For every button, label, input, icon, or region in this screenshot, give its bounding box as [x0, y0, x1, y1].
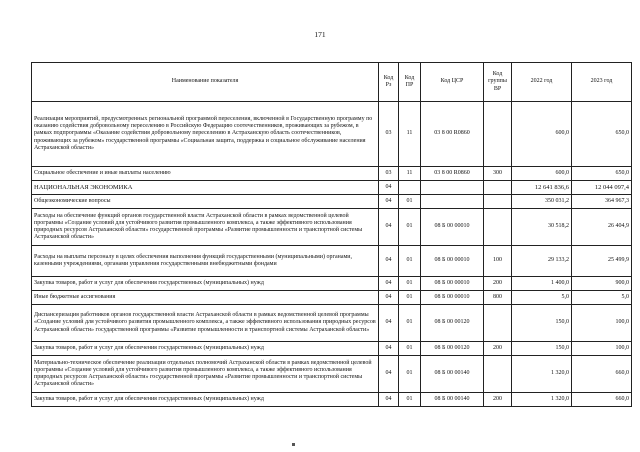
- cell-rz: 04: [379, 305, 399, 342]
- cell-csr: 03 8 00 R0860: [421, 102, 484, 167]
- cell-vr: 800: [484, 291, 512, 305]
- cell-vr: 200: [484, 342, 512, 356]
- cell-y2022: 1 320,0: [512, 393, 572, 407]
- budget-table: [31, 62, 632, 407]
- cell-csr: [421, 181, 484, 195]
- cell-vr: [484, 305, 512, 342]
- cell-y2022: 600,0: [512, 102, 572, 167]
- cell-pr: 01: [399, 277, 421, 291]
- scan-dot: [292, 443, 295, 446]
- cell-name: Расходы на обеспечение функций органов государственной власти Астраханской области в рамках ведомственной целевой программы «Создание условий для устойчивого развития промышленного комплекса, а также эффективного использования природных ресурсов Астраханской области» государственной программы «Развитие промышленности и транспортной системы Астраханской области»: [32, 209, 379, 246]
- cell-vr: 200: [484, 277, 512, 291]
- cell-vr: [484, 195, 512, 209]
- cell-pr: 01: [399, 195, 421, 209]
- cell-y2023: 5,0: [572, 291, 632, 305]
- cell-y2022: 150,0: [512, 305, 572, 342]
- cell-y2023: 100,0: [572, 305, 632, 342]
- cell-name: Закупка товаров, работ и услуг для обеспечения государственных (муниципальных) нужд: [32, 342, 379, 356]
- table-row: [32, 246, 632, 277]
- cell-pr: 01: [399, 356, 421, 393]
- table-row: [32, 342, 632, 356]
- cell-y2022: 5,0: [512, 291, 572, 305]
- cell-y2022: 1 320,0: [512, 356, 572, 393]
- cell-vr: 100: [484, 246, 512, 277]
- cell-y2023: 25 499,9: [572, 246, 632, 277]
- cell-name: Социальное обеспечение и иные выплаты населению: [32, 167, 379, 181]
- cell-vr: [484, 209, 512, 246]
- table-row: [32, 305, 632, 342]
- cell-name: Закупка товаров, работ и услуг для обеспечения государственных (муниципальных) нужд: [32, 277, 379, 291]
- header-2022: 2022 год: [512, 63, 572, 102]
- cell-csr: 08 Б 00 00120: [421, 342, 484, 356]
- table-row: [32, 181, 632, 195]
- header-rz: Код Рз: [379, 63, 399, 102]
- cell-y2022: 150,0: [512, 342, 572, 356]
- table-row: [32, 291, 632, 305]
- cell-name: Материально-техническое обеспечение реализации отдельных полномочий Астраханской области в рамках ведомственной целевой программы «Создание условий для устойчивого развития промышленного комплекса, а также эффективного использования природных ресурсов Астраханской области» государственной программы «Развитие промышленности и транспортной системы Астраханской области»: [32, 356, 379, 393]
- cell-y2023: 364 967,3: [572, 195, 632, 209]
- cell-pr: 11: [399, 102, 421, 167]
- cell-y2022: 29 133,2: [512, 246, 572, 277]
- cell-rz: 04: [379, 181, 399, 195]
- cell-pr: 11: [399, 167, 421, 181]
- cell-rz: 04: [379, 342, 399, 356]
- cell-csr: 08 Б 00 00010: [421, 277, 484, 291]
- cell-pr: 01: [399, 209, 421, 246]
- cell-name: Диспансеризация работников органов государственной власти Астраханской области в рамках ведомственной целевой программы «Создание условий для устойчивого развития промышленного комплекса, а также эффективного использования природных ресурсов Астраханской области» государственной программы «Развитие промышленности и транспортной системы Астраханской области»: [32, 305, 379, 342]
- cell-y2022: 12 641 836,6: [512, 181, 572, 195]
- table-header-row: [32, 63, 632, 102]
- table-row: [32, 277, 632, 291]
- cell-pr: 01: [399, 291, 421, 305]
- cell-vr: 200: [484, 393, 512, 407]
- cell-rz: 04: [379, 246, 399, 277]
- table-row: [32, 393, 632, 407]
- cell-y2023: 900,0: [572, 277, 632, 291]
- cell-rz: 04: [379, 195, 399, 209]
- cell-name: Иные бюджетные ассигнования: [32, 291, 379, 305]
- cell-y2023: 650,0: [572, 102, 632, 167]
- cell-pr: 01: [399, 342, 421, 356]
- cell-csr: 03 8 00 R0860: [421, 167, 484, 181]
- table-row: [32, 102, 632, 167]
- cell-rz: 03: [379, 102, 399, 167]
- table-row: [32, 195, 632, 209]
- cell-csr: 08 Б 00 00140: [421, 356, 484, 393]
- cell-pr: 01: [399, 305, 421, 342]
- cell-y2022: 600,0: [512, 167, 572, 181]
- cell-csr: 08 Б 00 00140: [421, 393, 484, 407]
- cell-y2023: 650,0: [572, 167, 632, 181]
- cell-vr: 300: [484, 167, 512, 181]
- cell-name: Общеэкономические вопросы: [32, 195, 379, 209]
- header-vr: Код группы ВР: [484, 63, 512, 102]
- cell-name: Расходы на выплаты персоналу в целях обеспечения выполнения функций государственными (муниципальными) органами, казенными учреждениями, органами управления государственными внебюджетными фондами: [32, 246, 379, 277]
- cell-name: Реализация мероприятий, предусмотренных региональной программой переселения, включенной в Государственную программу по оказанию содействия добровольному переселению в Российскую Федерацию соотечественников, проживающих за рубежом, в рамках подпрограммы «Оказание содействия добровольному переселению в Астраханскую область соотечественников, проживающих за рубежом» государственной программы «Социальная защита, поддержка и социальное обслуживание населения Астраханской области»: [32, 102, 379, 167]
- cell-y2022: 1 400,0: [512, 277, 572, 291]
- cell-rz: 04: [379, 277, 399, 291]
- cell-csr: 08 Б 00 00010: [421, 209, 484, 246]
- header-name: Наименование показателя: [32, 63, 379, 102]
- table-body: [32, 102, 632, 407]
- table-row: [32, 209, 632, 246]
- cell-name: НАЦИОНАЛЬНАЯ ЭКОНОМИКА: [32, 181, 379, 195]
- cell-csr: [421, 195, 484, 209]
- cell-vr: [484, 356, 512, 393]
- table-row: [32, 356, 632, 393]
- cell-rz: 04: [379, 209, 399, 246]
- cell-y2023: 660,0: [572, 393, 632, 407]
- cell-rz: 04: [379, 356, 399, 393]
- cell-y2022: 30 518,2: [512, 209, 572, 246]
- cell-rz: 03: [379, 167, 399, 181]
- cell-pr: 01: [399, 246, 421, 277]
- cell-name: Закупка товаров, работ и услуг для обеспечения государственных (муниципальных) нужд: [32, 393, 379, 407]
- cell-vr: [484, 102, 512, 167]
- cell-y2023: 660,0: [572, 356, 632, 393]
- page-number: 171: [314, 30, 326, 39]
- table-row: [32, 167, 632, 181]
- cell-rz: 04: [379, 393, 399, 407]
- cell-csr: 08 Б 00 00010: [421, 246, 484, 277]
- cell-rz: 04: [379, 291, 399, 305]
- cell-vr: [484, 181, 512, 195]
- cell-y2023: 12 044 097,4: [572, 181, 632, 195]
- cell-csr: 08 Б 00 00120: [421, 305, 484, 342]
- cell-y2022: 350 031,2: [512, 195, 572, 209]
- cell-csr: 08 Б 00 00010: [421, 291, 484, 305]
- cell-pr: 01: [399, 393, 421, 407]
- cell-y2023: 26 404,9: [572, 209, 632, 246]
- header-2023: 2023 год: [572, 63, 632, 102]
- cell-y2023: 100,0: [572, 342, 632, 356]
- header-pr: Код ПР: [399, 63, 421, 102]
- header-csr: Код ЦСР: [421, 63, 484, 102]
- cell-pr: [399, 181, 421, 195]
